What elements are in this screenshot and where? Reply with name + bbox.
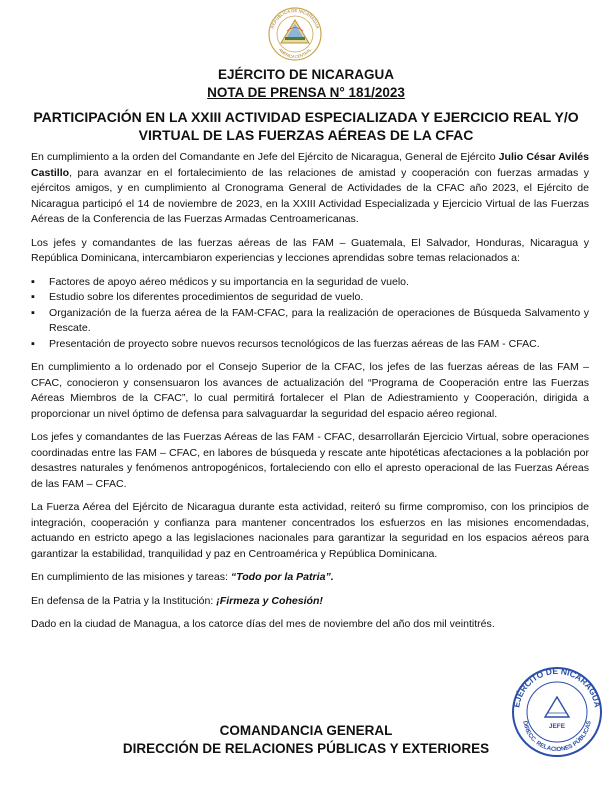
document-body bbox=[31, 150, 589, 641]
title-line-2: VIRTUAL DE LAS FUERZAS AÉREAS DE LA CFAC bbox=[138, 127, 474, 143]
seal-top-text: REPÚBLICA DE NICARAGUA bbox=[269, 7, 321, 30]
seal-bottom-text: AMÉRICA CENTRAL bbox=[277, 47, 313, 60]
paragraph-3: En cumplimiento a lo ordenado por el Consejo Superior de la CFAC, los jefes de las fuerzas aéreas de las FAM – CFAC, conocieron y consensuaron los avances de actualización del “Programa de Cooperación entre las Fuerzas Aéreas Miembros de la CFAC”, lo cual permitirá fortalecer el Plan de Adiestramiento y Cooperación, dirigida a proporcionar un nivel óptimo de defensa para salvaguardar la seguridad del espacio aéreo regional. bbox=[31, 361, 589, 420]
slogan-quote: ¡Firmeza y Cohesión! bbox=[216, 594, 323, 607]
slogan-lead: En defensa de la Patria y la Institución: bbox=[31, 594, 217, 607]
topic-item: ▪ Presentación de proyecto sobre nuevos recursos tecnológicos de las fuerzas aéreas de las FAM - CFAC. bbox=[31, 337, 589, 353]
title-line-1: PARTICIPACIÓN EN LA XXIII ACTIVIDAD ESPECIALIZADA Y EJERCICIO REAL Y/O bbox=[33, 109, 579, 125]
paragraph-1 bbox=[31, 150, 589, 228]
paragraph-7 bbox=[31, 594, 589, 610]
topic-item: ▪ Organización de la fuerza aérea de la FAM-CFAC, para la realización de operaciones de Búsqueda Salvamento y Rescate. bbox=[31, 306, 589, 337]
footer-command: COMANDANCIA GENERAL bbox=[219, 723, 393, 738]
commander-name: Julio César Avilés Castillo bbox=[31, 151, 589, 179]
document-title bbox=[20, 108, 592, 144]
motto-quote: “Todo por la Patria”. bbox=[230, 571, 334, 583]
topics-list bbox=[31, 275, 589, 353]
paragraph-4: Los jefes y comandantes de las Fuerzas Aéreas de las FAM - CFAC, desarrollarán Ejercicio Virtual, sobre operaciones coordinadas entre las FAM – CFAC, en labores de búsqueda y rescate ante hipotéticas afectaciones a la población por desastres naturales y fenómenos antropogénicos, fortaleciendo con ello el apresto operacional de las Fuerzas Aéreas de las FAM – CFAC. bbox=[31, 431, 589, 490]
paragraph-2: Los jefes y comandantes de las fuerzas aéreas de las FAM – Guatemala, El Salvador, Honduras, Nicaragua y República Dominicana, intercambiaron experiencias y lecciones aprendidas sobre temas relacionados a: bbox=[31, 236, 589, 264]
paragraph-5: La Fuerza Aérea del Ejército de Nicaragua durante esta actividad, reiteró su firme compromiso, con los principios de integración, cooperación y confianza para mantener concentrados los esfuerzos en las misiones encomendadas, actuando en estricto apego a las legislaciones nacionales para garantizar la seguridad en los espacios aéreos para garantizar la estabilidad, tranquilidad y paz en Centroamérica y República Dominicana. bbox=[31, 501, 589, 560]
nicaragua-coat-of-arms-seal bbox=[262, 6, 328, 62]
paragraph-8-date: Dado en la ciudad de Managua, a los catorce días del mes de noviembre del año dos mil veintitrés. bbox=[31, 618, 495, 630]
topic-item: ▪ Factores de apoyo aéreo médicos y su importancia en la seguridad de vuelo. bbox=[31, 275, 589, 291]
footer-directorate: DIRECCIÓN DE RELACIONES PÚBLICAS Y EXTERIORES bbox=[122, 741, 490, 756]
paragraph-6 bbox=[31, 570, 589, 586]
stamp-bottom-text: DIRECC. RELACIONES PÚBLICAS bbox=[521, 720, 593, 754]
press-note-number: NOTA DE PRENSA N° 181/2023 bbox=[207, 85, 405, 100]
motto-lead: En cumplimiento de las misiones y tareas: bbox=[31, 571, 231, 583]
stamp-top-text: EJÉRCITO DE NICARAGUA bbox=[511, 665, 603, 709]
stamp-center-text: JEFE bbox=[548, 723, 566, 730]
topic-item: ▪ Estudio sobre los diferentes procedimientos de seguridad de vuelo. bbox=[31, 290, 589, 306]
organization-heading: EJÉRCITO DE NICARAGUA bbox=[217, 67, 395, 82]
paragraph-1-lead: En cumplimiento a la orden del Comandante en Jefe del Ejército de Nicaragua, General de Ejército bbox=[31, 151, 499, 163]
paragraph-1-rest: , para avanzar en el fortalecimiento de las relaciones de amistad y cooperación con fuerzas armadas y ejércitos amigos, y en cumplimiento al Cronograma General de Actividades de la CFAC año 2023, el Ejército de Nicaragua participó el 14 de noviembre de 2023, en la XXIII Actividad Especializada y Ejercicio Virtual de las Fuerzas Aéreas de la Conferencia de las Fuerzas Armadas Centroamericanas. bbox=[31, 166, 589, 225]
